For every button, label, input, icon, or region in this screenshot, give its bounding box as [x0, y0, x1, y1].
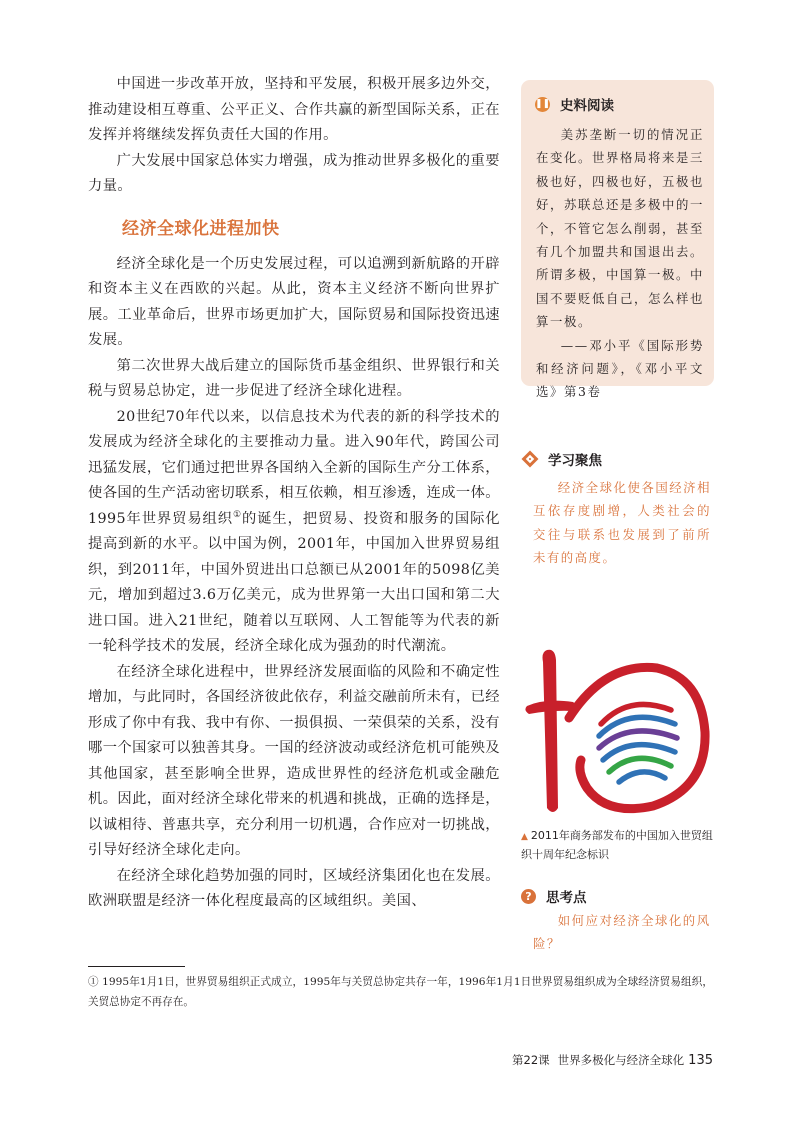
learning-focus-header	[521, 449, 711, 469]
main-column	[88, 72, 500, 915]
historical-reading-body	[536, 123, 704, 404]
paragraph-wto-after: 的诞生，把贸易、投资和服务的国际化提高到新的水平。以中国为例，2001年，中国加入世界贸易组织，到2011年，中国外贸进出口总额已从2001年的5098亿美元，增加到超过3.6万亿美元，成为世界第一大出口国和第二大进口国。进入21世纪，随着以互联网、人工智能等为代表的新一轮科学技术的发展，经济全球化成为强劲的时代潮流。	[88, 510, 500, 654]
historical-reading-quote: 美苏垄断一切的情况正在变化。世界格局将来是三极也好，四极也好，五极也好，苏联总还是多极中的一个，不管它怎么削弱，甚至有几个加盟共和国退出去。所谓多极，中国算一极。中国不要贬低自己，怎么样也算一极。	[536, 127, 704, 330]
paragraph-risks: 在经济全球化进程中，世界经济发展面临的风险和不确定性增加，与此同时，各国经济彼此依存，利益交融前所未有，已经形成了你中有我、我中有你、一损俱损、一荣俱荣的关系，没有哪一个国家可以独善其身。一国的经济波动或经济危机可能殃及其他国家，甚至影响全世界，造成世界性的经济危机或金融危机。因此，面对经济全球化带来的机遇和挑战，正确的选择是，以诚相待、普惠共享，充分利用一切机遇，合作应对一切挑战，引导好经济全球化走向。	[88, 663, 500, 858]
page-number: 135	[688, 1053, 713, 1068]
footnote-marker[interactable]: ①	[232, 509, 242, 520]
learning-focus-box	[521, 449, 711, 570]
figure-caption-text: 2011年商务部发布的中国加入世贸组织十周年纪念标识	[521, 829, 713, 861]
historical-reading-box	[521, 80, 714, 400]
think-point-text: 如何应对经济全球化的风险？	[533, 913, 711, 952]
paragraph-intro-1: 中国进一步改革开放，坚持和平发展，积极开展多边外交，推动建设相互尊重、公平正义、合作共赢的新型国际关系，正在发挥并将继续发挥负责任大国的作用。	[88, 76, 500, 143]
question-icon: ?	[521, 889, 536, 904]
learning-focus-text: 经济全球化使各国经济相互依存度剧增，人类社会的交往与联系也发展到了前所未有的高度。	[533, 480, 711, 566]
paragraph-regional-blocs: 在经济全球化趋势加强的同时，区域经济集团化也在发展。欧洲联盟是经济一体化程度最高的区域组织。美国、	[88, 867, 500, 909]
caption-triangle-icon: ▲	[521, 832, 528, 842]
learning-focus-title: 学习聚焦	[548, 453, 602, 469]
focus-diamond-icon	[522, 451, 539, 468]
book-icon: ❚❚	[535, 97, 550, 112]
figure-caption	[521, 827, 717, 864]
historical-reading-title: 史料阅读	[560, 98, 614, 114]
paragraph-globalization-history: 经济全球化是一个历史发展过程，可以追溯到新航路的开辟和资本主义在西欧的兴起。从此，资本主义经济不断向世界扩展。工业革命后，世界市场更加扩大，国际贸易和国际投资迅速发展。	[88, 255, 500, 348]
paragraph-wto-before: 20世纪70年代以来，以信息技术为代表的新的科学技术的发展成为经济全球化的主要推动力量。进入90年代，跨国公司迅猛发展，它们通过把世界各国纳入全新的国际生产分工体系，使各国的生产活动密切联系，相互依赖，相互渗透，连成一体。1995年世界贸易组织	[88, 408, 500, 527]
historical-reading-header	[535, 94, 614, 114]
paragraph-wto	[88, 405, 500, 660]
page-footer	[512, 1052, 713, 1068]
footer-lesson-title: 世界多极化与经济全球化	[557, 1053, 685, 1067]
wto-anniversary-logo	[525, 648, 715, 818]
section-title: 经济全球化进程加快	[122, 218, 280, 239]
paragraph-intro-2: 广大发展中国家总体实力增强，成为推动世界多极化的重要力量。	[88, 152, 500, 194]
paragraph-postwar-institutions: 第二次世界大战后建立的国际货币基金组织、世界银行和关税与贸易总协定，进一步促进了经济全球化进程。	[88, 357, 500, 399]
historical-reading-source: ——邓小平《国际形势和经济问题》，《邓小平文选》第3卷	[536, 337, 704, 400]
footnote: ① 1995年1月1日，世界贸易组织正式成立，1995年与关贸总协定共存一年，1996年1月1日世界贸易组织成为全球经济贸易组织，关贸总协定不再存在。	[88, 976, 713, 1008]
footnote-divider	[88, 966, 185, 967]
think-point-title: 思考点	[546, 890, 587, 906]
footer-lesson: 第22课	[512, 1053, 550, 1067]
think-point-box	[521, 886, 713, 956]
think-point-header	[521, 886, 713, 906]
